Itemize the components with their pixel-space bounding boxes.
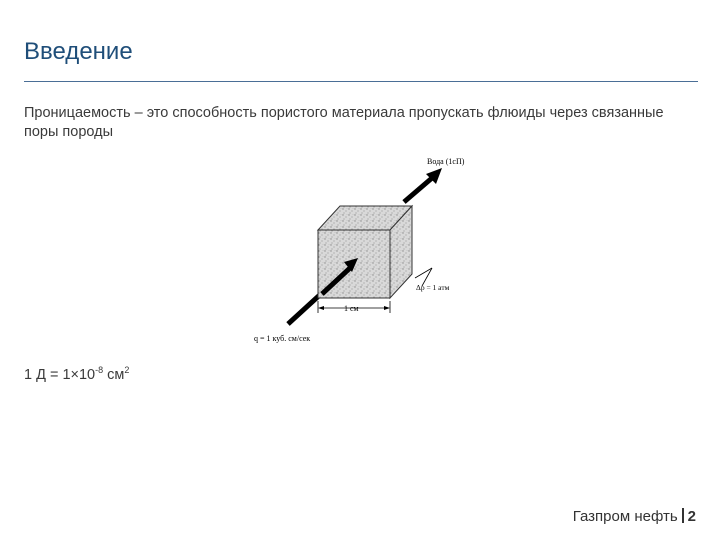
darcy-definition: [24, 365, 129, 383]
length-label: 1 см: [344, 304, 359, 313]
formula-exponent-2: 2: [124, 365, 130, 375]
page-number: 2: [687, 508, 696, 525]
formula-prefix: 1 Д = 1×10: [24, 366, 96, 383]
flow-arrow-out: [404, 178, 432, 202]
title-divider: [24, 81, 698, 82]
permeability-cube-diagram: [240, 148, 490, 348]
water-label: Вода (1сП): [427, 157, 465, 166]
footer: [573, 508, 696, 525]
flow-rate-label: q = 1 куб. см/сек: [254, 334, 311, 343]
formula-unit: см: [103, 366, 125, 383]
footer-separator: [682, 508, 684, 523]
company-name: Газпром нефть: [572, 508, 678, 525]
formula-exponent-1: -8: [95, 365, 104, 375]
definition-text: Проницаемость – это способность пористого материала пропускать флюиды через связанные поры породы: [24, 105, 664, 140]
pressure-drop-label: Δp = 1 атм: [416, 283, 450, 292]
slide-title: Введение: [24, 38, 133, 65]
